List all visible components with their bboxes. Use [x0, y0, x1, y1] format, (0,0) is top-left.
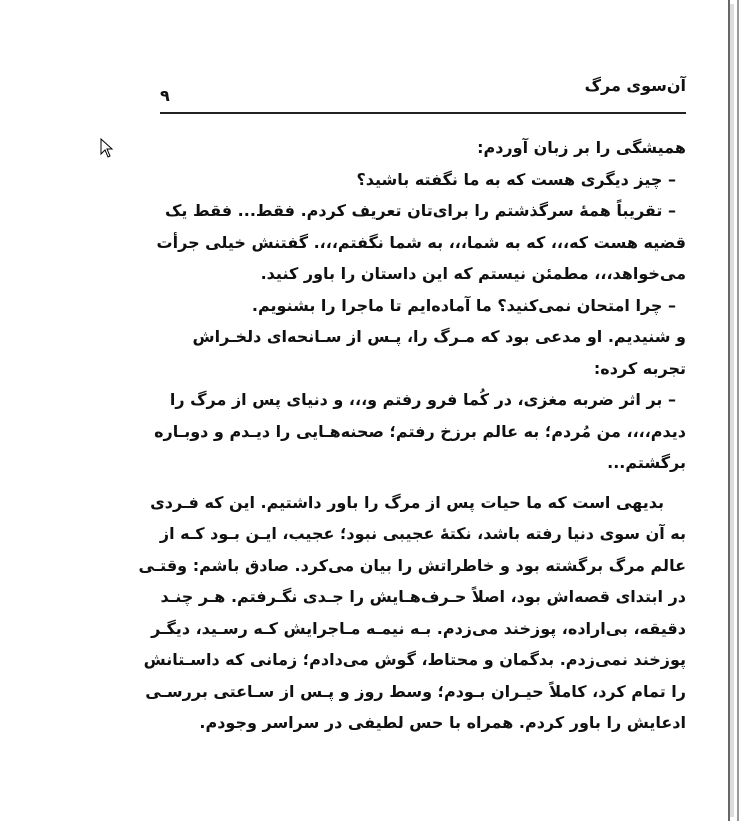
- text-line: ادعایش را باور کردم. همراه با حس لطیفی در سراسر وجودم.: [199, 713, 686, 732]
- text-line: برگشتم...: [607, 453, 686, 472]
- text-line: به آن سوی دنیا رفته باشد، نکتهٔ عجیبی نبود؛ عجیب، ایـن بـود کـه از: [159, 524, 686, 543]
- text-line: – چرا امتحان نمی‌کنید؟ ما آماده‌ایم تا ماجرا را بشنویم.: [251, 295, 676, 315]
- page-edge-outer: [737, 0, 739, 821]
- text-line: پوزخند نمی‌زدم. بدگمان و محتاط، گوش می‌دادم؛ زمانی که داسـتانش: [143, 650, 686, 669]
- page-text: [138, 132, 686, 739]
- header-rule: [160, 112, 686, 114]
- text-line: – چیز دیگری هست که به ما نگفته باشید؟: [356, 169, 676, 189]
- text-line: دقیقه، بی‌اراده، پوزخند می‌زدم. بـه نیمـه مـاجرایش کـه رسـید، دیگـر: [151, 618, 686, 638]
- text-line: در ابتدای قصه‌اش بود، اصلاً حـرف‌هـایش را جـدی نگـرفتم. هـر چنـد: [160, 587, 686, 606]
- text-line: همیشگی را بر زبان آوردم:: [477, 138, 686, 157]
- page-number: ۹: [160, 86, 170, 105]
- text-line: – تقریباً همهٔ سرگذشتم را برای‌تان تعریف کردم. فقط... فقط یک: [165, 201, 676, 220]
- text-line: و شنیدیم. او مدعی بود که مـرگ را، پـس از سـانحه‌ای دلخـراش: [192, 327, 686, 346]
- text-line: – بر اثر ضربه مغزی، در کُما فرو رفتم و،،، و دنیای پس از مرگ را: [169, 390, 676, 409]
- page-header: [158, 76, 686, 112]
- running-title: آن‌سوی مرگ: [584, 76, 686, 95]
- text-line: بدیهی است که ما حیات پس از مرگ را باور داشتیم. این که فـردی: [150, 492, 664, 512]
- arrow-cursor-icon: [100, 138, 114, 158]
- text-line: می‌خواهد،،، مطمئن نیستم که این داستان را باور کنید.: [260, 264, 686, 283]
- text-line: عالم مرگ برگشته بود و خاطراتش را بیان می‌کرد. صادق باشم: وقتـی: [138, 555, 686, 575]
- text-line: تجربه کرده:: [593, 358, 686, 378]
- text-line: را تمام کرد، کاملاً حیـران بـودم؛ وسط روز و پـس از سـاعتی بررسـی: [145, 681, 686, 701]
- text-line: قضیه هست که،،، که به شما،،، به شما نگفتم،،،. گفتنش خیلی جرأت: [156, 232, 686, 252]
- text-line: دیدم،،،، من مُردم؛ به عالم برزخ رفتم؛ صحنه‌هـایی را دیـدم و دوبـاره: [154, 421, 686, 441]
